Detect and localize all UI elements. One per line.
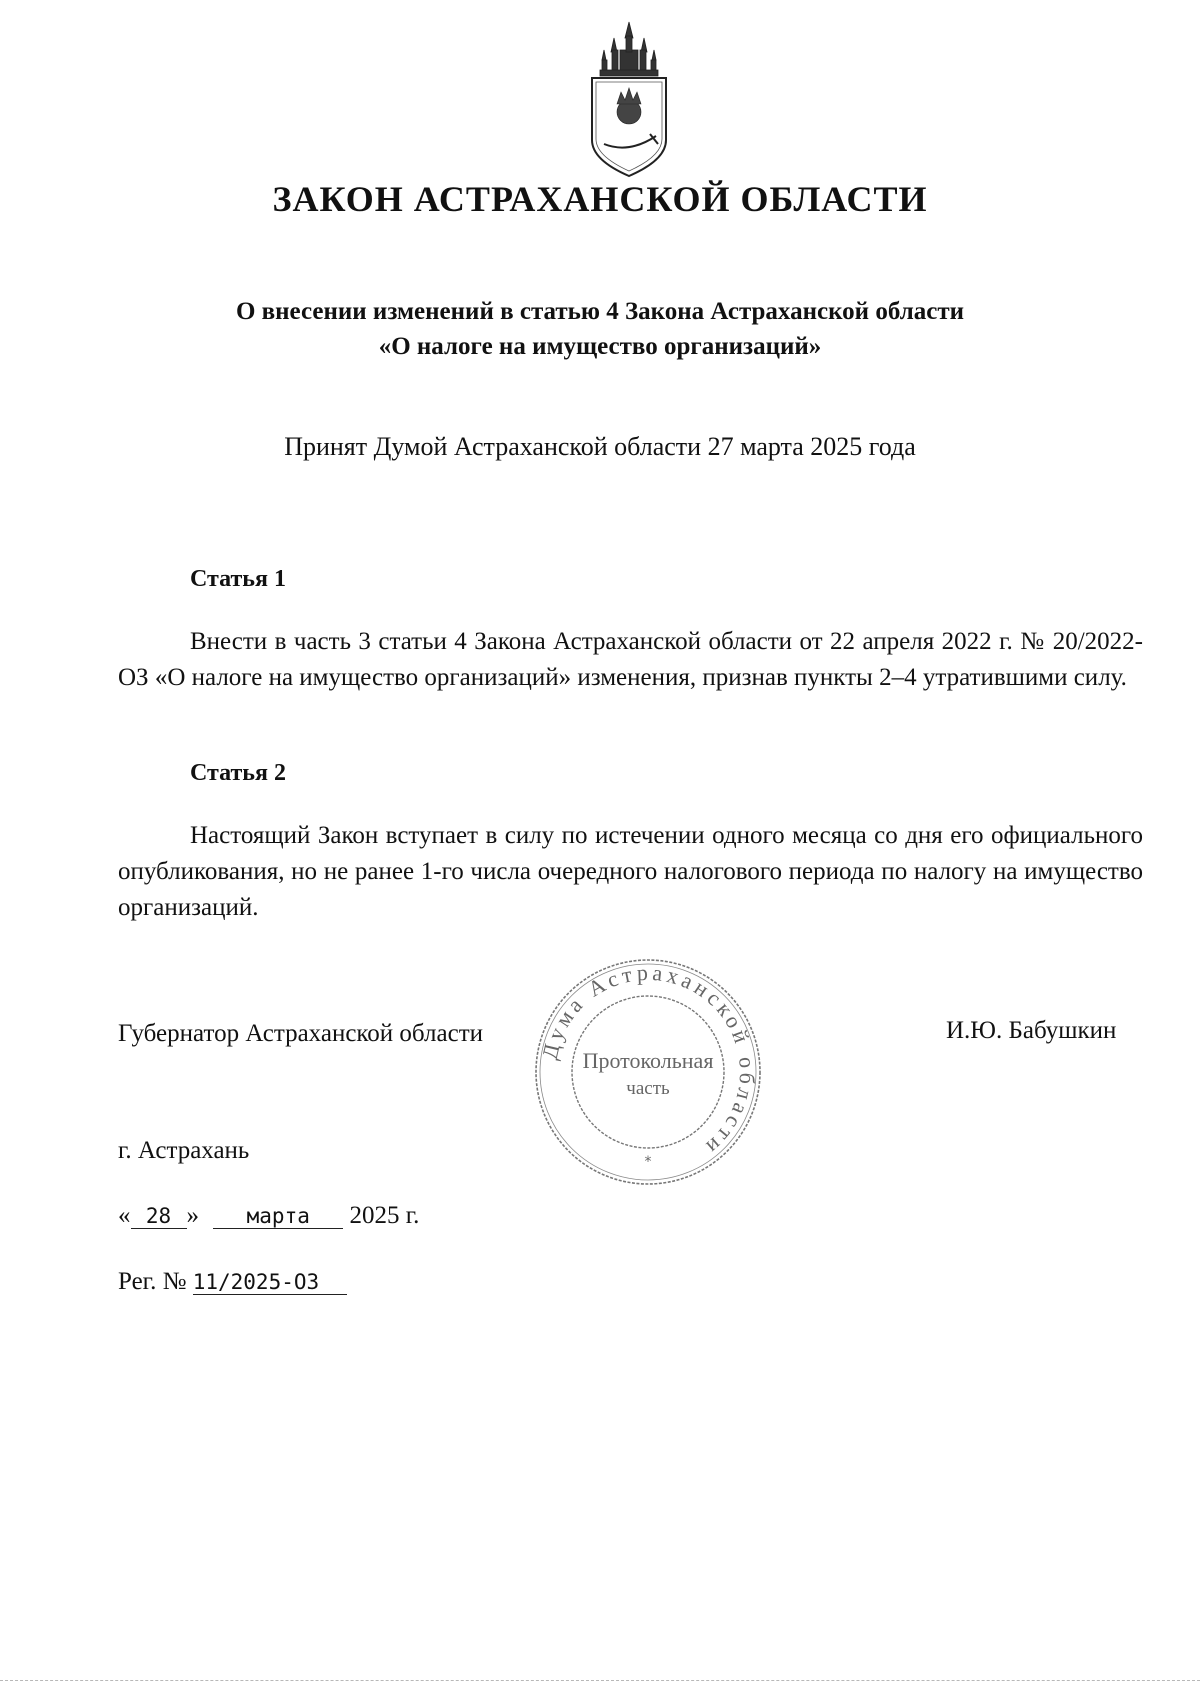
date-open-quote: «	[118, 1202, 131, 1229]
coat-of-arms-emblem	[584, 20, 674, 180]
adoption-statement: Принят Думой Астраханской области 27 марта 2025 года	[284, 432, 916, 461]
stamp-center-line-1: Протокольная	[582, 1048, 714, 1073]
stamp-star-icon: *	[644, 1154, 652, 1170]
stamp-center-line-2: часть	[626, 1078, 670, 1099]
page-bottom-rule	[0, 1680, 1200, 1681]
official-stamp	[528, 952, 768, 1192]
date-month-field: марта	[213, 1204, 343, 1229]
law-subtitle-line-1: О внесении изменений в статью 4 Закона Астраханской области	[235, 298, 965, 325]
signing-date	[118, 1202, 419, 1230]
date-year: 2025 г.	[349, 1202, 420, 1229]
signatory-title: Губернатор Астраханской области	[118, 1020, 484, 1047]
law-subtitle-line-2: «О налоге на имущество организаций»	[378, 333, 822, 360]
law-title: ЗАКОН АСТРАХАНСКОЙ ОБЛАСТИ	[272, 179, 928, 219]
article-1-body	[118, 624, 1143, 696]
registration-line	[118, 1268, 347, 1296]
stamp-ring-text: Дума Астраханской области	[536, 959, 761, 1163]
article-2-heading: Статья 2	[190, 760, 286, 786]
article-2-text: Настоящий Закон вступает в силу по истечении одного месяца со дня его официального опубликования, но не ранее 1-го числа очередного налогового периода по налогу на имущество организаций.	[118, 822, 1143, 921]
article-2-body	[118, 818, 1143, 926]
article-1-text: Внести в часть 3 статьи 4 Закона Астраханской области от 22 апреля 2022 г. № 20/2022-ОЗ «О налоге на имущество организаций» изменения, признав пункты 2–4 утратившими силу.	[118, 628, 1143, 691]
registration-number: 11/2025-ОЗ	[193, 1270, 347, 1295]
date-day-field: 28	[131, 1204, 187, 1229]
signatory-name: И.Ю. Бабушкин	[946, 1017, 1117, 1044]
article-1-heading: Статья 1	[190, 566, 286, 592]
date-close-quote: »	[186, 1202, 199, 1229]
city-of-signing: г. Астрахань	[118, 1137, 250, 1164]
registration-label: Рег. №	[118, 1268, 187, 1295]
